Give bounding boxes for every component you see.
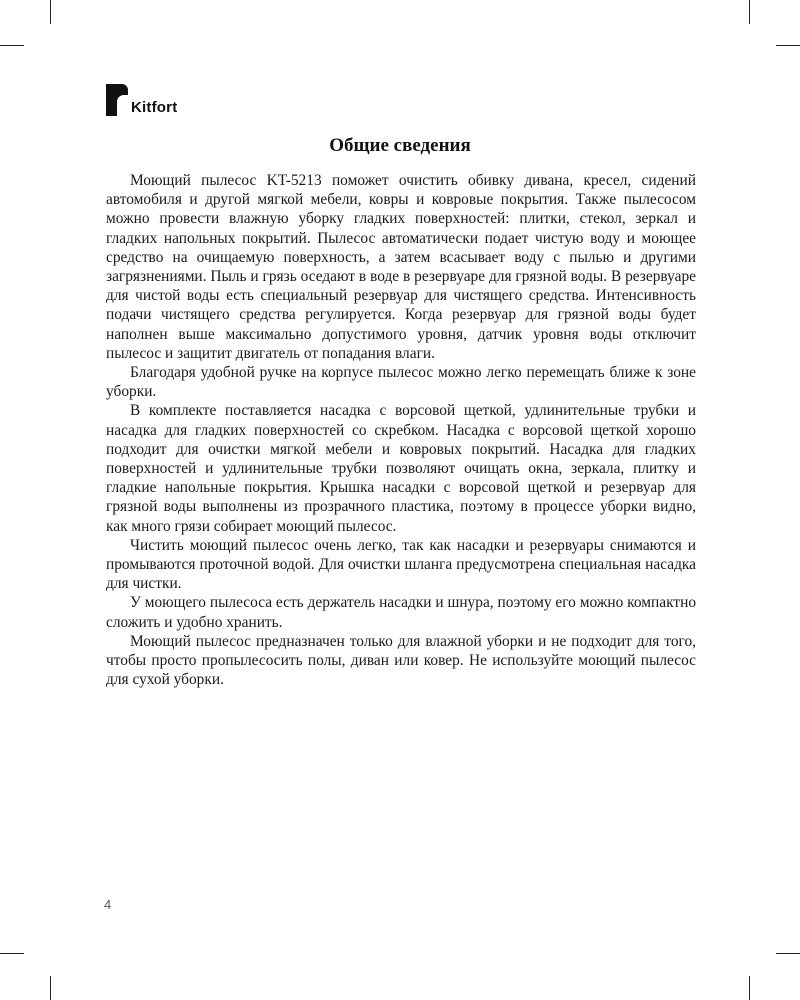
crop-mark: [749, 0, 750, 24]
page-number: 4: [104, 897, 112, 912]
crop-mark: [776, 45, 800, 46]
crop-mark: [0, 953, 24, 954]
brand-name: Kitfort: [131, 99, 178, 116]
crop-mark: [50, 976, 51, 1000]
crop-mark: [0, 45, 24, 46]
page-title: Общие сведения: [329, 135, 471, 156]
paragraph: У моющего пылесоса есть держатель насадки и шнура, поэтому его можно компактно сложить и удобно хранить.: [106, 594, 697, 631]
brand-logo: [106, 84, 177, 116]
paragraph: В комплекте поставляется насадка с ворсовой щеткой, удлинительные трубки и насадка для гладких поверхностей со скребком. Насадка с ворсовой щеткой хорошо подходит для очистки мягкой мебели и ковровых покрытий. Насадка для гладких поверхностей и удлинительные трубки позволяют очищать окна, зеркала, плитку и гладкие напольные покрытия. Крышка насадки с ворсовой щеткой и резервуар для грязной воды выполнены из прозрачного пластика, поэтому в процессе уборки видно, как много грязи собирает моющий пылесос.: [106, 402, 696, 535]
crop-mark: [776, 953, 800, 954]
kitfort-logo-icon: [106, 84, 128, 116]
paragraph: Моющий пылесос предназначен только для влажной уборки и не подходит для того, чтобы просто пропылесосить полы, диван или ковер. Не используйте моющий пылесос для сухой уборки.: [106, 632, 696, 689]
crop-mark: [749, 976, 750, 1000]
paragraph: Благодаря удобной ручке на корпусе пылесос можно легко перемещать ближе к зоне уборки.: [106, 364, 696, 401]
paragraph: Чистить моющий пылесос очень легко, так как насадки и резервуары снимаются и промываются проточной водой. Для очистки шланга предусмотрена специальная насадка для чистки.: [106, 536, 696, 593]
paragraph: Моющий пылесос KT-5213 поможет очистить обивку дивана, кресел, сидений автомобиля и другой мягкой мебели, ковры и ковровые покрытия. Также пылесосом можно провести влажную уборку гладких поверхностей: плитки, стекол, зеркал и гладких напольных покрытий. Пылесос автоматически подает чистую воду и моющее средство на очищаемую поверхность, а затем всасывает воду с пылью и другими загрязнениями. Пыль и грязь оседают в воде в резервуаре для грязной воды. В резервуаре для чистой воды есть специальный резервуар для чистящего средства. Интенсивность подачи чистящего средства регулируется. Когда резервуар для грязной воды будет наполнен выше максимально допустимого уровня, датчик уровня воды отключит пылесос и защитит двигатель от попадания влаги.: [106, 172, 696, 362]
body-text: [106, 171, 696, 689]
crop-mark: [50, 0, 51, 24]
